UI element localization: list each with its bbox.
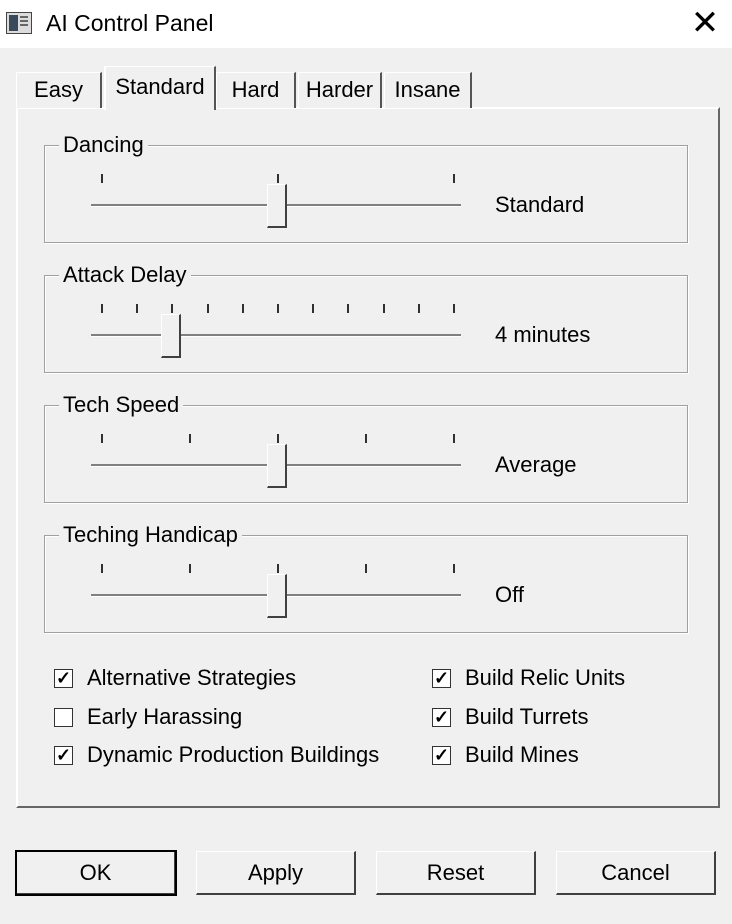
tab-easy[interactable]: Easy <box>16 72 102 108</box>
slider-tick <box>101 304 103 313</box>
close-button[interactable]: ✕ <box>690 4 720 42</box>
checkbox-label: Build Mines <box>465 742 579 767</box>
slider-tick <box>189 434 191 443</box>
slider-tick <box>453 174 455 183</box>
tab-standard[interactable]: Standard <box>104 66 216 110</box>
slider-tick <box>207 304 209 313</box>
checkbox-box[interactable]: ✓ <box>55 744 72 765</box>
checkbox-build-turrets[interactable] <box>432 704 589 730</box>
window-title: AI Control Panel <box>46 10 214 36</box>
slider-tick <box>277 434 279 443</box>
slider-track[interactable] <box>91 334 461 337</box>
slider-tick <box>277 174 279 183</box>
checkbox-box[interactable] <box>54 708 73 727</box>
checkbox-dynamic-production-buildings[interactable] <box>54 742 379 768</box>
slider-tick <box>453 434 455 443</box>
slider-tick <box>101 174 103 183</box>
slider-tick <box>453 304 455 313</box>
checkbox-box[interactable]: ✓ <box>55 667 72 688</box>
slider-thumb[interactable] <box>267 444 287 488</box>
tab-insane[interactable]: Insane <box>384 72 472 108</box>
checkbox-box[interactable]: ✓ <box>433 706 450 727</box>
slider-tick <box>101 564 103 573</box>
slider-thumb[interactable] <box>267 574 287 618</box>
slider-tick <box>365 434 367 443</box>
checkbox-box[interactable]: ✓ <box>433 667 450 688</box>
slider-group-attack-delay <box>44 262 688 373</box>
checkbox-label: Alternative Strategies <box>87 665 297 690</box>
slider-tick <box>347 304 349 313</box>
slider-value-label: Average <box>495 452 577 477</box>
slider-group-dancing <box>44 132 688 243</box>
checkbox-box[interactable]: ✓ <box>433 744 450 765</box>
checkbox-early-harassing[interactable] <box>54 704 242 730</box>
slider-tick <box>418 304 420 313</box>
group-label: Attack Delay <box>59 262 191 288</box>
checkbox-alternative-strategies[interactable] <box>54 665 296 691</box>
slider-tick <box>365 564 367 573</box>
ok-button[interactable]: OK <box>16 851 176 895</box>
checkbox-build-relic-units[interactable] <box>432 665 625 691</box>
group-label: Tech Speed <box>59 392 183 418</box>
slider-value-label: Off <box>495 582 524 607</box>
slider-value-label: 4 minutes <box>495 322 591 347</box>
tab-harder[interactable]: Harder <box>298 72 382 108</box>
checkbox-build-mines[interactable] <box>432 742 579 768</box>
slider-tick <box>136 304 138 313</box>
title-bar <box>0 0 732 48</box>
window-app-icon[interactable] <box>6 12 32 34</box>
slider-tick <box>242 304 244 313</box>
checkbox-label: Build Relic Units <box>465 665 626 690</box>
checkbox-label: Dynamic Production Buildings <box>87 742 380 767</box>
checkbox-label: Early Harassing <box>87 704 243 729</box>
slider-tick <box>101 434 103 443</box>
slider-value-label: Standard <box>495 192 585 217</box>
tab-hard[interactable]: Hard <box>216 72 296 108</box>
group-label: Dancing <box>59 132 148 158</box>
slider-tick <box>189 564 191 573</box>
apply-button[interactable]: Apply <box>196 851 356 895</box>
slider-tick <box>453 564 455 573</box>
slider-tick <box>171 304 173 313</box>
slider-tick <box>277 564 279 573</box>
slider-tick <box>383 304 385 313</box>
slider-group-tech-speed <box>44 392 688 503</box>
reset-button[interactable]: Reset <box>376 851 536 895</box>
slider-thumb[interactable] <box>267 184 287 228</box>
slider-group-teching-handicap <box>44 522 688 633</box>
group-label: Teching Handicap <box>59 522 242 548</box>
slider-thumb[interactable] <box>161 314 181 358</box>
slider-tick <box>277 304 279 313</box>
cancel-button[interactable]: Cancel <box>556 851 716 895</box>
slider-tick <box>312 304 314 313</box>
checkbox-label: Build Turrets <box>465 704 589 729</box>
